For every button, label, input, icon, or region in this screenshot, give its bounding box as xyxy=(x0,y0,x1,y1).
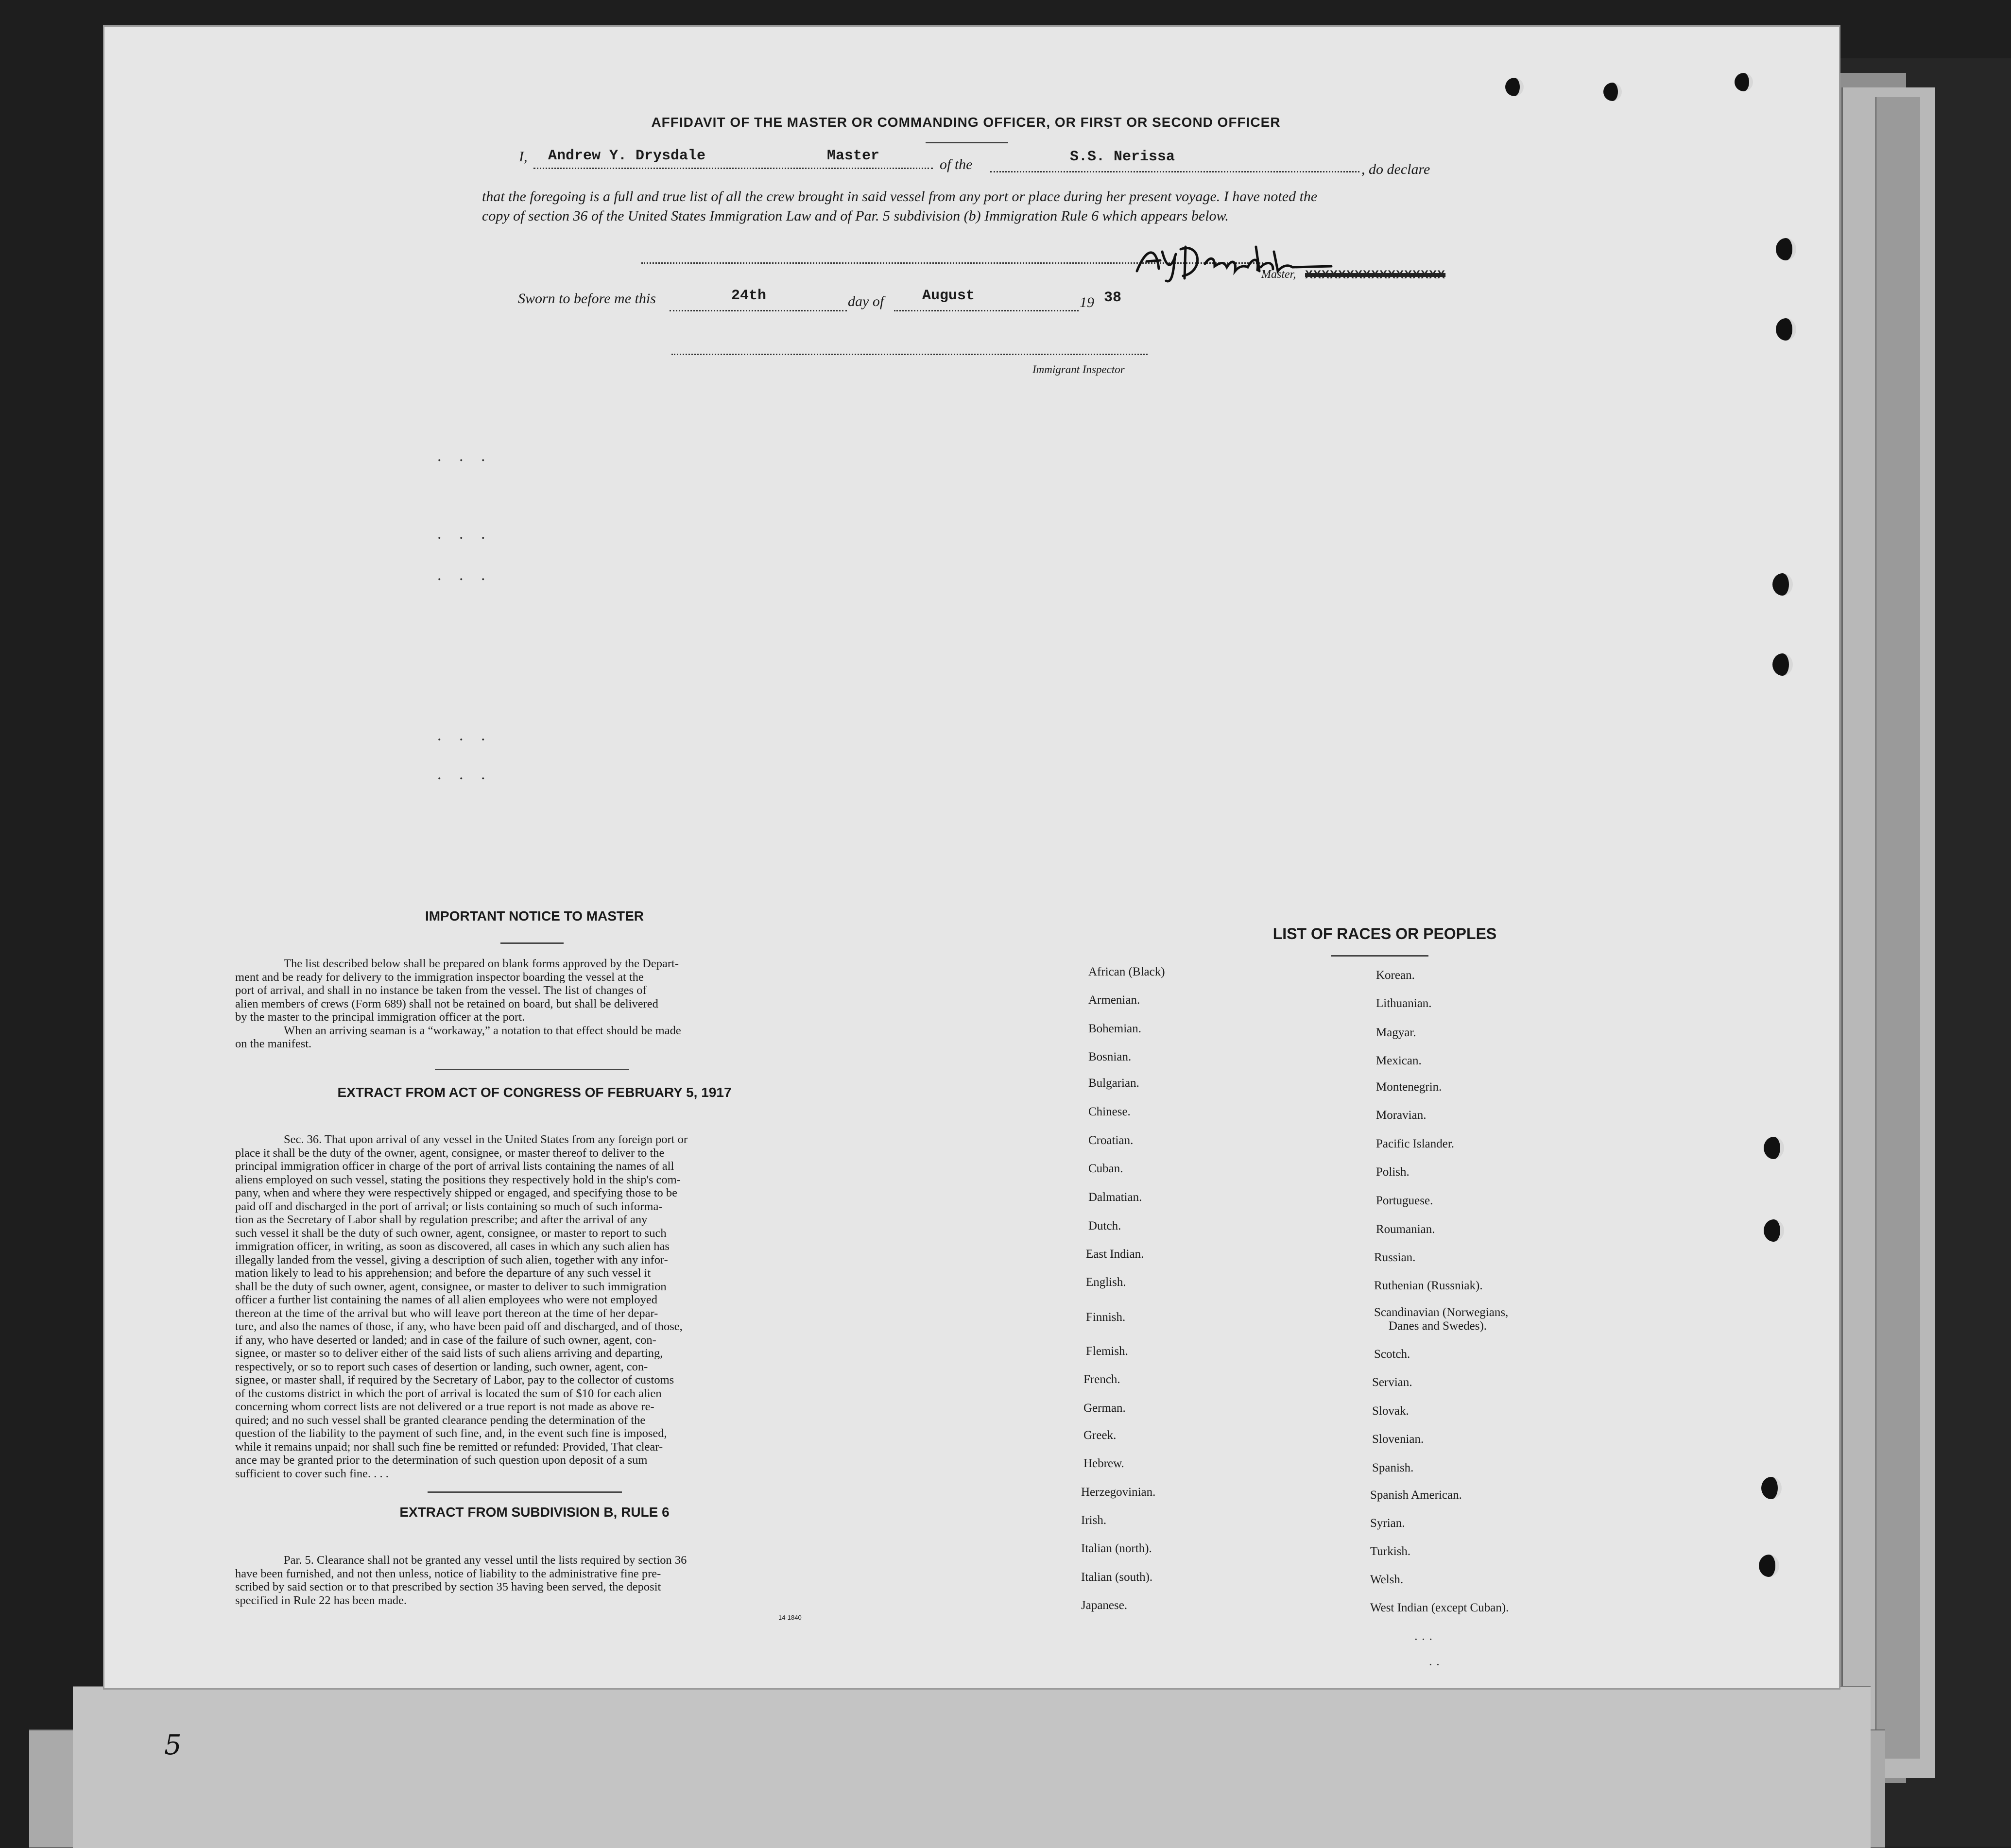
divider xyxy=(428,1491,622,1493)
sworn-label: Sworn to before me this xyxy=(518,291,656,307)
act-line: shall be the duty of such owner, agent, consignee, or master to deliver to such immigration xyxy=(235,1280,667,1293)
race-item: Cuban. xyxy=(1088,1162,1123,1175)
divider xyxy=(926,142,1008,143)
act-line: mation likely to lead to his apprehension; and before the departure of any such vessel it xyxy=(235,1266,651,1280)
race-item: African (Black) xyxy=(1088,965,1165,978)
notice-line: When an arriving seaman is a “workaway,” a notation to that effect should be made xyxy=(284,1024,681,1037)
act-line: place it shall be the duty of the owner, agent, consignee, or master thereof to deliver to the xyxy=(235,1146,665,1160)
race-item: Flemish. xyxy=(1086,1345,1128,1358)
race-item: Portuguese. xyxy=(1376,1194,1433,1207)
act-line: immigration officer, in writing, as soon as discovered, all cases in which any such alien has xyxy=(235,1240,670,1253)
punch-hole-icon xyxy=(1603,83,1622,101)
punch-hole-icon xyxy=(1776,318,1796,341)
race-item: Bohemian. xyxy=(1088,1022,1142,1035)
race-item: Irish. xyxy=(1081,1514,1107,1527)
margin-mark: 5 xyxy=(164,1729,182,1761)
sworn-month: August xyxy=(922,288,975,304)
act-line: question of the liability to the payment of such fine, and, in the event such fine is imposed, xyxy=(235,1427,667,1440)
notice-line: by the master to the principal immigration officer at the port. xyxy=(235,1010,525,1024)
officer-rank: Master xyxy=(827,148,880,164)
fill-line xyxy=(990,171,1359,172)
punch-hole-icon xyxy=(1772,653,1793,676)
divider xyxy=(500,942,564,944)
act-line: such vessel it shall be the duty of such owner, agent, consignee, or master to report to such xyxy=(235,1226,667,1240)
race-item: Servian. xyxy=(1372,1376,1412,1389)
punch-hole-icon xyxy=(1764,1219,1784,1242)
continuation-dots: . . . xyxy=(437,726,492,744)
underlying-page xyxy=(73,1686,1871,1848)
act-line: of the customs district in which the port of arrival is located the sum of $10 for each alien xyxy=(235,1386,662,1400)
race-item: English. xyxy=(1086,1276,1126,1289)
notice-line: port of arrival, and shall in no instance be taken from the vessel. The list of changes of xyxy=(235,984,647,997)
stray-mark: · · · xyxy=(1414,1632,1433,1646)
race-item: Spanish American. xyxy=(1370,1489,1462,1502)
act-line: signee, or master shall, if required by the Secretary of Labor, pay to the collector of customs xyxy=(235,1373,674,1386)
punch-hole-icon xyxy=(1776,238,1796,260)
rule6-title: EXTRACT FROM SUBDIVISION B, RULE 6 xyxy=(399,1505,670,1520)
race-item: Polish. xyxy=(1376,1165,1409,1179)
race-item: Slovak. xyxy=(1372,1404,1409,1418)
underlying-page xyxy=(1875,97,1920,1759)
divider xyxy=(1331,955,1428,957)
race-item: West Indian (except Cuban). xyxy=(1370,1601,1509,1614)
struck-out-title: XXXXXXXXXXXXXXXXX xyxy=(1305,268,1446,281)
punch-hole-icon xyxy=(1761,1477,1782,1499)
act-line: respectively, or so to report such cases of desertion or landing, such owner, agent, con- xyxy=(235,1360,648,1373)
race-item: Welsh. xyxy=(1370,1573,1404,1586)
race-item: Italian (north). xyxy=(1081,1542,1152,1555)
race-item: Greek. xyxy=(1083,1429,1117,1442)
form-number: 14-1840 xyxy=(778,1614,802,1621)
master-label: Master, xyxy=(1261,268,1296,281)
race-item: German. xyxy=(1083,1402,1126,1415)
act-line: illegally landed from the vessel, giving a description of such alien, together with any infor- xyxy=(235,1253,668,1266)
act-line: signee, or master so to deliver either of the said lists of such aliens arriving and departing, xyxy=(235,1347,663,1360)
notice-line: The list described below shall be prepared on blank forms approved by the Depart- xyxy=(284,957,679,970)
race-item: Hebrew. xyxy=(1083,1457,1124,1470)
race-item: Bulgarian. xyxy=(1088,1077,1139,1090)
punch-hole-icon xyxy=(1505,78,1524,96)
day-of-label: day of xyxy=(848,293,884,309)
act-line: paid off and discharged in the port of arrival; or lists containing so much of such informa- xyxy=(235,1199,663,1213)
race-item: Italian (south). xyxy=(1081,1571,1153,1584)
act-line: Sec. 36. That upon arrival of any vessel in the United States from any foreign port or xyxy=(284,1133,688,1146)
rule6-line: specified in Rule 22 has been made. xyxy=(235,1593,407,1607)
inspector-label: Immigrant Inspector xyxy=(1032,363,1125,376)
act-line: sufficient to cover such fine. . . . xyxy=(235,1467,389,1480)
notice-line: alien members of crews (Form 689) shall not be retained on board, but shall be delivered xyxy=(235,997,658,1010)
act-line: while it remains unpaid; nor shall such fine be remitted or refunded: Provided, That clear- xyxy=(235,1440,663,1454)
race-item: East Indian. xyxy=(1086,1248,1144,1261)
race-item: Herzegovinian. xyxy=(1081,1486,1156,1499)
race-item: Danes and Swedes). xyxy=(1389,1319,1487,1333)
act-title: EXTRACT FROM ACT OF CONGRESS OF FEBRUARY 5, 1917 xyxy=(337,1085,732,1100)
race-item: Scandinavian (Norwegians, xyxy=(1374,1306,1509,1319)
continuation-dots: . . . xyxy=(437,765,492,783)
races-title: LIST OF RACES OR PEOPLES xyxy=(1272,925,1497,942)
affidavit-text: that the foregoing is a full and true list of all the crew brought in said vessel from any port or place during her present voyage. I have noted the xyxy=(482,188,1318,205)
sworn-day: 24th xyxy=(731,288,767,304)
fill-line xyxy=(533,168,933,169)
affidavit-title: AFFIDAVIT OF THE MASTER OR COMMANDING OFFICER, OR FIRST OR SECOND OFFICER xyxy=(651,115,1281,130)
act-line: aliens employed on such vessel, stating the positions they respectively hold in the ship's com- xyxy=(235,1173,681,1186)
of-the-label: of the xyxy=(940,156,973,172)
continuation-dots: . . . xyxy=(437,525,492,543)
vessel-name: S.S. Nerissa xyxy=(1070,149,1175,165)
act-line: officer a further list containing the names of all alien employees who were not employed xyxy=(235,1293,658,1306)
punch-hole-icon xyxy=(1759,1555,1779,1577)
fill-line xyxy=(670,310,847,311)
act-line: principal immigration officer in charge of the port of arrival lists containing the names of all xyxy=(235,1160,674,1173)
race-item: Korean. xyxy=(1376,969,1415,982)
race-item: Japanese. xyxy=(1081,1599,1128,1612)
race-item: Chinese. xyxy=(1088,1105,1131,1118)
act-line: thereon at the time of the arrival but who will leave port thereon at the time of her depar- xyxy=(235,1306,658,1320)
race-item: Montenegrin. xyxy=(1376,1080,1442,1094)
race-item: Finnish. xyxy=(1086,1311,1126,1324)
race-item: Spanish. xyxy=(1372,1461,1414,1474)
rule6-line: have been furnished, and not then unless, notice of liability to the administrative fine pre- xyxy=(235,1567,661,1580)
act-line: tion as the Secretary of Labor shall by regulation prescribe; and after the arrival of any xyxy=(235,1213,648,1226)
year-prefix: 19 xyxy=(1080,294,1094,310)
inspector-signature-line xyxy=(671,354,1148,355)
rule6-body xyxy=(235,1554,823,1607)
race-item: Russian. xyxy=(1374,1251,1416,1264)
punch-hole-icon xyxy=(1735,73,1753,91)
stray-mark: · · xyxy=(1428,1658,1440,1672)
race-item: Roumanian. xyxy=(1376,1223,1435,1236)
punch-hole-icon xyxy=(1764,1137,1784,1159)
act-line: pany, when and where they were respectively shipped or engaged, and specifying those to be xyxy=(235,1186,678,1199)
notice-title: IMPORTANT NOTICE TO MASTER xyxy=(425,908,644,924)
affidavit-prefix: I, xyxy=(519,149,528,165)
notice-line: ment and be ready for delivery to the immigration inspector boarding the vessel at the xyxy=(235,970,644,984)
act-line: if any, who have deserted or landed; and in case of the failure of such owner, agent, con- xyxy=(235,1333,656,1347)
rule6-line: Par. 5. Clearance shall not be granted any vessel until the lists required by section 36 xyxy=(284,1554,687,1567)
act-line: ance may be granted prior to the determination of such question upon deposit of a sum xyxy=(235,1454,648,1467)
affidavit-text: copy of section 36 of the United States Immigration Law and of Par. 5 subdivision (b) Immigration Rule 6 which appears below. xyxy=(482,208,1229,224)
act-line: quired; and no such vessel shall be granted clearance pending the determination of the xyxy=(235,1413,646,1427)
race-item: Magyar. xyxy=(1376,1026,1416,1039)
race-item: Mexican. xyxy=(1376,1054,1422,1067)
fill-line xyxy=(894,310,1079,311)
race-item: Scotch. xyxy=(1374,1348,1410,1361)
rule6-line: scribed by said section or to that prescribed by section 35 having been served, the deposit xyxy=(235,1580,661,1593)
act-line: concerning whom correct lists are not delivered or a true report is not made as above re- xyxy=(235,1400,654,1413)
race-item: Lithuanian. xyxy=(1376,997,1432,1010)
race-item: Slovenian. xyxy=(1372,1433,1424,1446)
race-item: Dalmatian. xyxy=(1088,1191,1142,1204)
punch-hole-icon xyxy=(1772,573,1793,596)
race-item: Croatian. xyxy=(1088,1134,1134,1147)
race-item: Armenian. xyxy=(1088,993,1140,1007)
continuation-dots: . . . xyxy=(437,447,492,465)
race-item: Turkish. xyxy=(1370,1545,1411,1558)
master-name: Andrew Y. Drysdale xyxy=(548,148,706,164)
do-declare-label: , do declare xyxy=(1361,161,1430,177)
race-item: Moravian. xyxy=(1376,1109,1427,1122)
divider xyxy=(435,1069,629,1070)
continuation-dots: . . . xyxy=(437,566,492,584)
act-body xyxy=(235,1133,823,1480)
race-item: Bosnian. xyxy=(1088,1050,1132,1063)
race-item: Syrian. xyxy=(1370,1517,1405,1530)
race-item: Pacific Islander. xyxy=(1376,1137,1455,1150)
race-item: Ruthenian (Russniak). xyxy=(1374,1279,1483,1292)
sworn-year: 38 xyxy=(1104,290,1122,306)
notice-body xyxy=(235,957,823,1051)
act-line: ture, and also the names of those, if any, who have been paid off and discharged, and of those, xyxy=(235,1320,683,1333)
notice-line: on the manifest. xyxy=(235,1037,312,1050)
race-item: Dutch. xyxy=(1088,1219,1121,1232)
race-item: French. xyxy=(1083,1373,1120,1386)
